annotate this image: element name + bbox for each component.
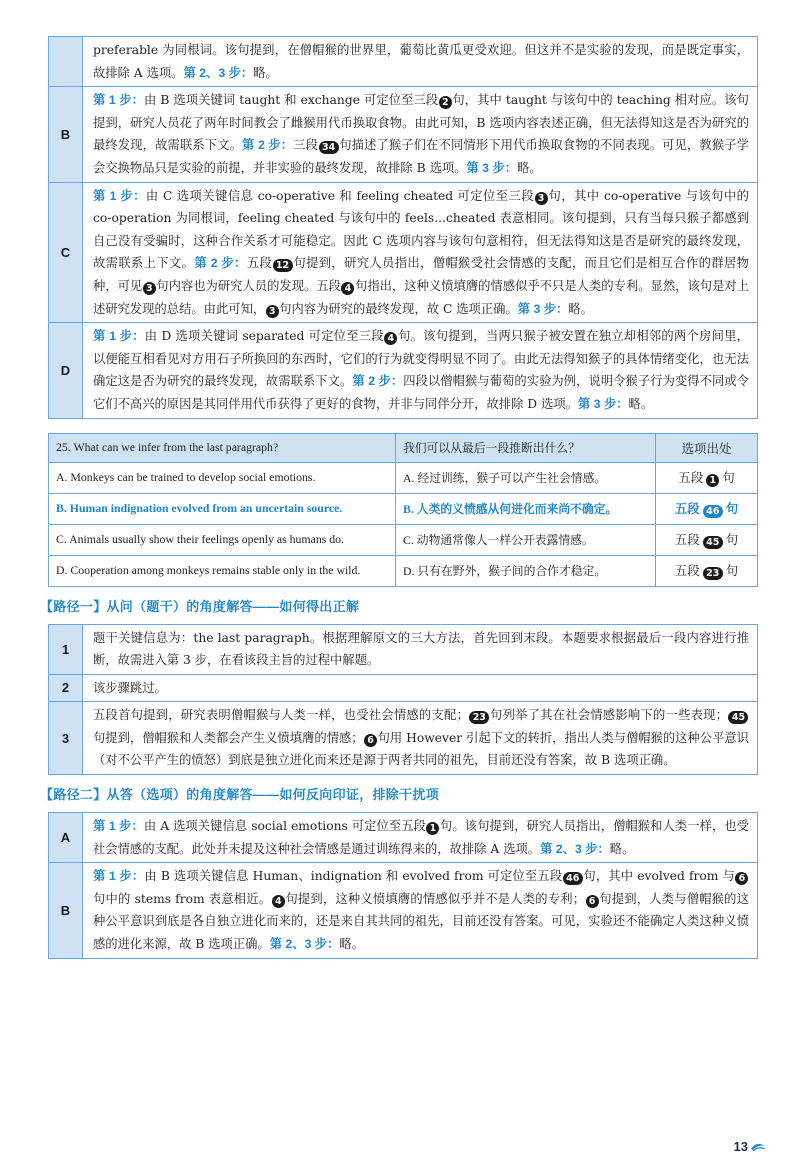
sentence-number-icon: 6 — [586, 895, 599, 908]
row-text — [83, 182, 758, 323]
option-cn: D. 只有在野外，猴子间的合作才稳定。 — [396, 555, 656, 586]
sentence-number-icon: 1 — [706, 474, 719, 487]
row-label: 1 — [49, 624, 83, 674]
source-paragraph: 五段 — [674, 564, 700, 578]
row-text — [83, 674, 758, 702]
analysis-text: 四段以僧帽猴与葡萄的实验为例，说明令猴子行为变得不同或令它们不高兴的原因是其同伴用代币获得了更好的食物，并非与同伴分开，故排除 D 选项。 — [93, 374, 749, 411]
analysis-text: 由 A 选项关键信息 social emotions 可定位至五段 — [143, 819, 426, 834]
analysis-text: 五段 — [246, 256, 273, 271]
sentence-number-icon: 2 — [439, 96, 452, 109]
analysis-text: 五段首句提到，研究表明僧帽猴与人类一样，也受社会情感的支配； — [93, 708, 469, 723]
analysis-text: 句描述了猴子们在不同情形下用代币换取食物的不同表现。可见，教猴子学会交换物品只是实验的前提，并非实验的最终发现，故排除 B 选项。 — [93, 138, 749, 175]
step-label: 第 2 步： — [242, 138, 294, 153]
question-title: 25. What can we infer from the last paragraph? — [49, 433, 396, 462]
source-paragraph: 五段 — [674, 533, 700, 547]
analysis-text: 略。 — [517, 160, 542, 175]
analysis-text: 由 C 选项关键信息 co-operative 和 feeling cheated 可定位至三段 — [145, 188, 535, 203]
path2-title: 【路径二】从答（选项）的角度解答——如何反向印证，排除干扰项 — [40, 787, 440, 803]
row-label: D — [49, 323, 83, 418]
analysis-text: 略。 — [568, 301, 593, 316]
analysis-text: 句内容为研究的最终发现，故 C 选项正确。 — [279, 301, 518, 316]
sentence-number-icon: 4 — [384, 332, 397, 345]
path2-option-row — [49, 813, 758, 863]
row-label: B — [49, 87, 83, 182]
option-cn: C. 动物通常像人一样公开表露情感。 — [396, 524, 656, 555]
row-label: B — [49, 863, 83, 958]
sentence-number-icon: 34 — [319, 141, 339, 154]
analysis-text: 句提到，人类与僧帽猴的这种公平意识到底是各自独立进化而来的，还是来自其共同的祖先，目前还没有答案。可见，实验还不能确定人类这种义愤感的进化来源，故 B 选项正确。 — [93, 891, 749, 952]
option-source — [656, 462, 758, 493]
path1-step-row — [49, 624, 758, 674]
analysis-text: 句。该句提到，研究人员指出，僧帽猴和人类一样，也受社会情感的支配。此处并未提及这种社会情感是通过训练得来的，故排除 A 选项。 — [93, 819, 749, 856]
analysis-text: 句提到，僧帽猴和人类都会产生义愤填膺的情感； — [93, 730, 364, 745]
analysis-text: 句，其中 taught 与该句中的 teaching 相对应。该句提到，研究人员花了两年时间教会了雌猴用代币换取食物。由此可知，B 选项内容表述正确，但无法得知这是否为研究的最终发现，故需联系下文。 — [93, 93, 749, 153]
sentence-number-icon: 6 — [735, 872, 748, 885]
option-row — [49, 555, 758, 586]
option-en: D. Cooperation among monkeys remains stable only in the wild. — [49, 555, 396, 586]
top-analysis-table — [48, 36, 758, 419]
sentence-number-icon: 4 — [341, 282, 354, 295]
row-label: 3 — [49, 702, 83, 775]
step-label: 第 2、3 步： — [183, 65, 254, 80]
step-label: 第 3 步： — [466, 160, 518, 175]
analysis-text: 句用 However 引起下文的转折，指出人类与僧帽猴的这种公平意识（对不公平产生的愤怒）到底是独立进化而来还是源于两者共同的祖先，目前还没有答案，故 B 选项正确。 — [93, 730, 749, 768]
row-label: C — [49, 182, 83, 323]
sentence-number-icon: 1 — [426, 822, 439, 835]
row-text — [83, 37, 758, 87]
path1-table — [48, 624, 758, 776]
analysis-text: 句，其中 evolved from 与 — [583, 869, 735, 884]
path1-step-row — [49, 674, 758, 702]
step-label: 第 1 步： — [93, 188, 146, 203]
row-label — [49, 37, 83, 87]
option-source — [656, 555, 758, 586]
sentence-number-icon: 3 — [535, 192, 548, 205]
analysis-text: 题干关键信息为：the last paragraph。根据理解原文的三大方法，首先回到末段。本题要求根据最后一段内容进行推断，故需进入第 3 步，在看该段主旨的过程中解题。 — [93, 630, 749, 668]
analysis-text: 句中的 stems from 表意相近。 — [93, 891, 272, 906]
row-text — [83, 87, 758, 182]
step-label: 第 2、3 步： — [269, 937, 340, 952]
option-en: B. Human indignation evolved from an uncertain source. — [49, 493, 396, 524]
analysis-text: preferable 为同根词。该句提到，在僧帽猴的世界里，葡萄比黄瓜更受欢迎。但这并不是实验的发现，而是既定事实，故排除 A 选项。 — [93, 43, 749, 80]
step-label: 第 3 步： — [517, 301, 569, 316]
option-en: C. Animals usually show their feelings openly as humans do. — [49, 524, 396, 555]
analysis-text: 三段 — [293, 138, 319, 153]
option-cn: B. 人类的义愤感从何进化而来尚不确定。 — [396, 493, 656, 524]
source-sentence-word: 句 — [725, 533, 739, 547]
analysis-text: 该步骤跳过。 — [93, 680, 167, 695]
page-number-ornament-icon — [750, 1141, 766, 1153]
analysis-text: 句，其中 co-operative 与该句中的 co-operation 为同根词，feeling cheated 与该句中的 feels...cheated 表意相同。该句提到，只有当每只猴子都感到自己没有受骗时，这种合作关系才可能稳定。因此 C 选项内容与该句句意相符，但无法得知这是否是研究的最终发现，故需联系上下文。 — [93, 188, 749, 271]
analysis-text: 略。 — [339, 937, 365, 952]
sentence-number-icon: 12 — [273, 259, 293, 272]
analysis-row — [49, 37, 758, 87]
sentence-number-icon: 4 — [272, 895, 285, 908]
analysis-text: 由 D 选项关键词 separated 可定位至三段 — [144, 329, 384, 344]
sentence-number-icon: 6 — [364, 734, 377, 747]
page-number — [734, 1139, 766, 1154]
page-content — [40, 36, 758, 959]
analysis-text: 由 B 选项关键词 taught 和 exchange 可定位至三段 — [143, 93, 439, 108]
question-title-cn: 我们可以从最后一段推断出什么？ — [396, 433, 656, 462]
sentence-number-icon: 45 — [703, 536, 723, 549]
sentence-number-icon: 3 — [143, 282, 156, 295]
sentence-number-icon: 45 — [728, 711, 748, 724]
step-label: 第 3 步： — [577, 396, 629, 411]
step-label: 第 2、3 步： — [540, 841, 610, 856]
sentence-number-icon: 23 — [469, 711, 489, 724]
source-paragraph: 五段 — [678, 471, 704, 485]
sentence-number-icon: 3 — [266, 305, 279, 318]
source-header: 选项出处 — [656, 433, 758, 462]
source-paragraph: 五段 — [674, 502, 700, 516]
path2-table — [48, 812, 758, 959]
source-sentence-word: 句 — [722, 471, 735, 485]
option-row — [49, 493, 758, 524]
step-label: 第 2 步： — [194, 256, 247, 271]
row-text — [83, 323, 758, 418]
row-label: A — [49, 813, 83, 863]
analysis-text: 句提到，研究人员指出，僧帽猴受社会情感的支配，而且它们是相互合作的群居物种，可见 — [93, 256, 749, 293]
option-en: A. Monkeys can be trained to develop social emotions. — [49, 462, 396, 493]
analysis-text: 句内容也为研究人员的发现。五段 — [156, 278, 341, 293]
analysis-text: 句列举了其在社会情感影响下的一些表现； — [489, 708, 728, 723]
option-source — [656, 524, 758, 555]
step-label: 第 1 步： — [93, 819, 144, 834]
analysis-text: 略。 — [628, 396, 654, 411]
option-row — [49, 524, 758, 555]
analysis-row — [49, 182, 758, 323]
page-number-text: 13 — [733, 1139, 748, 1154]
step-label: 第 1 步： — [93, 869, 145, 884]
source-sentence-word: 句 — [725, 564, 739, 578]
path1-title: 【路径一】从问（题干）的角度解答——如何得出正解 — [40, 598, 360, 614]
step-label: 第 2 步： — [352, 374, 404, 389]
row-text — [83, 624, 758, 674]
option-row — [49, 462, 758, 493]
source-sentence-word: 句 — [725, 502, 739, 516]
analysis-text: 由 B 选项关键信息 Human、indignation 和 evolved from 可定位至五段 — [144, 869, 563, 884]
analysis-text: 句。该句提到，当两只猴子被安置在独立却相邻的两个房间里，以便能互相看见对方用石子所换回的东西时，它们的行为就变得明显不同了。由此无法得知猴子的具体情绪变化，也无法确定这是否为研究的最终发现，故需联系下文。 — [93, 329, 749, 389]
step-label: 第 1 步： — [93, 93, 144, 108]
analysis-text: 略。 — [253, 65, 278, 80]
step-label: 第 1 步： — [93, 329, 145, 344]
question-table — [48, 433, 758, 587]
option-cn: A. 经过训练，猴子可以产生社会情感。 — [396, 462, 656, 493]
analysis-row — [49, 87, 758, 182]
row-text — [83, 863, 758, 958]
sentence-number-icon: 23 — [703, 567, 723, 580]
row-text — [83, 813, 758, 863]
sentence-number-icon: 46 — [563, 872, 583, 885]
path1-step-row — [49, 702, 758, 775]
question-header-row — [49, 433, 758, 462]
row-text — [83, 702, 758, 775]
analysis-text: 略。 — [609, 841, 635, 856]
analysis-row — [49, 323, 758, 418]
analysis-text: 句指出，这种义愤填膺的情感似乎不只是人类的专利。显然，该句是对上述研究发现的总结。由此可知， — [93, 278, 749, 316]
row-label: 2 — [49, 674, 83, 702]
analysis-text: 句提到，这种义愤填膺的情感似乎并不是人类的专利； — [285, 891, 586, 906]
path2-option-row — [49, 863, 758, 958]
sentence-number-icon: 46 — [703, 505, 723, 518]
option-source — [656, 493, 758, 524]
